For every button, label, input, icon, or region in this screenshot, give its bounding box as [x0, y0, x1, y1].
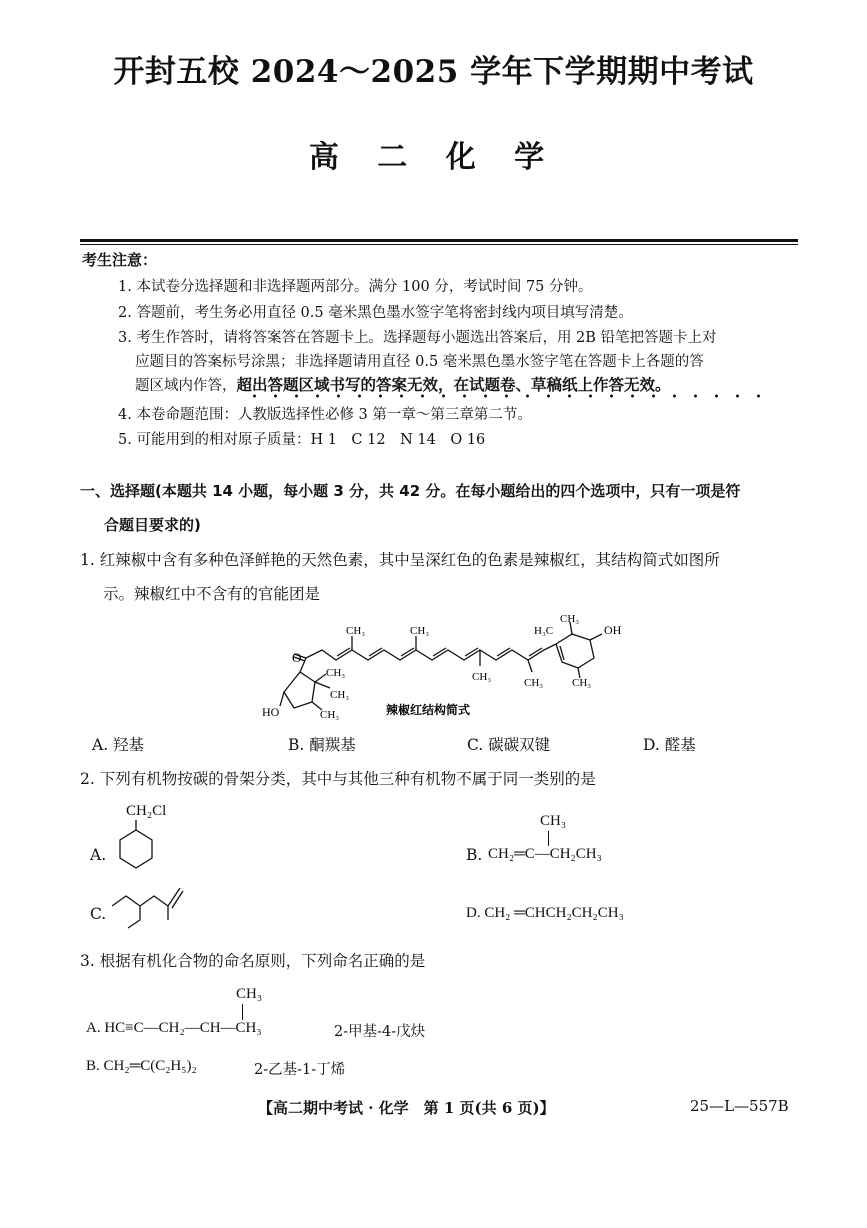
divider-thin	[80, 244, 798, 245]
notice-item-1: 1. 本试卷分选择题和非选择题两部分。满分 100 分，考试时间 75 分钟。	[118, 279, 593, 295]
fig-label-h3c: H₃C	[534, 625, 554, 637]
branched-alkene-skeleton	[110, 884, 190, 932]
q1-stem-line2: 示。辣椒红中不含有的官能团是	[103, 585, 321, 603]
fig-label-ch3-3: CH₃	[472, 671, 492, 683]
fig-label-ch3-1: CH₃	[346, 625, 366, 637]
subject-title: 高 二 化 学	[308, 140, 559, 175]
q2-option-c-label: C.	[90, 905, 107, 923]
fig-label-ch3-6: CH₃	[560, 613, 580, 625]
fig-label-ch3-8: CH₃	[330, 689, 350, 701]
q2-stem: 2. 下列有机物按碳的骨架分类，其中与其他三种有机物不属于同一类别的是	[80, 770, 596, 788]
q1-option-d: D. 醛基	[643, 736, 696, 754]
q3-option-a-name: 2-甲基-4-戊炔	[334, 1024, 426, 1040]
q1-option-c: C. 碳碳双键	[467, 736, 551, 754]
notice-item-2: 2. 答题前，考生务必用直径 0.5 毫米黑色墨水签字笔将密封线内项目填写清楚。	[118, 305, 633, 321]
notice-item-3-line2: 应题目的答案标号涂黑；非选择题请用直径 0.5 毫米黑色墨水签字笔在答题卡上各题的答	[135, 354, 704, 370]
notice-item-3-emphasis: 超出答题区域书写的答案无效，在试题卷、草稿纸上作答无效。	[236, 376, 671, 394]
q1-option-b: B. 酮羰基	[288, 736, 356, 754]
q3-stem: 3. 根据有机化合物的命名原则，下列命名正确的是	[80, 952, 426, 970]
page-footer: 【高二期中考试 · 化学 第 1 页(共 6 页)】	[258, 1099, 555, 1117]
q2-option-b-label: B.	[466, 846, 483, 864]
section-heading-line1: 一、选择题(本题共 14 小题，每小题 3 分，共 42 分。在每小题给出的四个选项中，只有一项是符	[80, 482, 741, 500]
divider-thick	[80, 239, 798, 242]
fig-label-ch3-5: CH₃	[572, 677, 592, 689]
emphasis-dots	[244, 394, 776, 398]
notice-item-5: 5. 可能用到的相对原子质量：H 1 C 12 N 14 O 16	[118, 432, 486, 448]
fig-label-ch3-7: CH₃	[326, 667, 346, 679]
section-heading-line2: 合题目要求的)	[104, 516, 201, 534]
q3-option-a-methyl: CH₃	[236, 986, 263, 1002]
q2-option-b-bond	[548, 831, 549, 846]
q2-option-b-methyl: CH₃	[540, 813, 567, 829]
q3-option-a-formula: A. HC≡C—CH₂—CH—CH₃	[86, 1020, 262, 1036]
q1-option-a: A. 羟基	[92, 736, 145, 754]
notice-item-3-line3	[135, 373, 671, 395]
fig-label-oh: OH	[604, 623, 622, 637]
fig-label-ho: HO	[262, 705, 280, 719]
q2-option-a-substituent: CH₂Cl	[126, 803, 167, 819]
q2-option-d: D. CH₂ ═CHCH₂CH₂CH₃	[466, 905, 624, 921]
paper-code: 25—L—557B	[690, 1097, 789, 1115]
q2-option-a-label: A.	[90, 846, 107, 864]
cyclohexane-ring	[108, 820, 158, 876]
fig-label-ch3-4: CH₃	[524, 677, 544, 689]
q3-option-b-name: 2-乙基-1-丁烯	[254, 1062, 346, 1078]
capsanthin-structure-figure	[260, 610, 640, 728]
q2-option-b-formula: CH₂═C—CH₂CH₃	[488, 846, 602, 862]
notice-heading: 考生注意：	[82, 251, 158, 269]
q3-option-a-bond	[242, 1004, 243, 1020]
notice-item-3-line1: 3. 考生作答时，请将答案答在答题卡上。选择题每小题选出答案后，用 2B 铅笔把答题卡上对	[118, 330, 717, 346]
fig-label-ch3-2: CH₃	[410, 625, 430, 637]
notice-item-3-plain: 题区域内作答，	[135, 378, 237, 394]
fig-label-ch3-9: CH₃	[320, 709, 340, 721]
fig-label-o: O	[292, 650, 302, 665]
exam-title: 开封五校 2024～2025 学年下学期期中考试	[113, 54, 754, 90]
figure-caption: 辣椒红结构简式	[386, 703, 471, 717]
notice-item-4: 4. 本卷命题范围：人教版选择性必修 3 第一章～第三章第二节。	[118, 407, 532, 423]
q1-stem-line1: 1. 红辣椒中含有多种色泽鲜艳的天然色素，其中呈深红色的色素是辣椒红，其结构简式如图所	[80, 551, 720, 569]
q3-option-b-formula: B. CH₂═C(C₂H₅)₂	[86, 1058, 197, 1074]
